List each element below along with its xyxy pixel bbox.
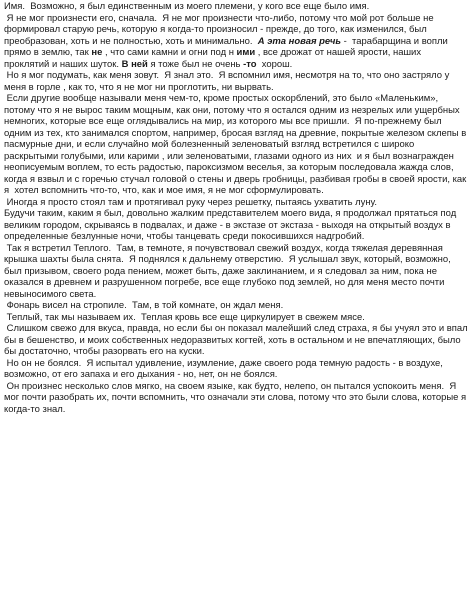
text-run-emphasis: А эта новая речь bbox=[257, 35, 342, 47]
paragraph-2 bbox=[4, 70, 468, 415]
text-run-bold: В ней bbox=[121, 58, 148, 70]
text-run: Имя. Возможно, я был единственным из моего племени, у кого все еще было имя. Я не мог произнести его, сначала. Я не мог произнести что-либо, потому что мой рот больше не формировал старую речь, которую я когда-то произносил - прежде, до того, как изменился, был преобразован, хоть и не полностью, хоть и минимально. bbox=[4, 1, 434, 47]
text-run-bold: не bbox=[91, 47, 103, 58]
text-run-bold: -то bbox=[243, 58, 257, 70]
text-run: я тоже был не очень bbox=[147, 58, 244, 70]
text-run: хорош. bbox=[256, 58, 293, 70]
text-run: Но я мог подумать, как меня зовут. Я знал это. Я вспомнил имя, несмотря на то, что оно застряло у меня в горле , как то, что я не мог ни проглотить, ни вырвать. Если другие вообще называли меня чем-то, кроме простых оскорблений, это было «Маленьким», потому что я не вырос таким мощным, как они, потому что я остался одним из незрелых или ущербных немногих, которые все еще оглядывались на мир, из которого мы все пришли. Я по-прежнему был одним из тех, кто занимался спортом, например, бросая взгляд на древние, покрытые железом склепы в пасмурные дни, и если случайно мой болезненный зеленоватый взгляд встретился с широко раскрытыми голубыми, или карими , или зеленоватыми, глазами одного из них и я был вознагражден неописуемым воплем, то есть радостью, пароксизмом веселья, за которым последовала жажда слов, когда я взвыл и с горечью стучал головой о стены и дверь гробницы, разбивая гробы в своей ярости, как я хотел вспомнить что-то, что, как и мое имя, я не мог сформулировать. Иногда я просто стоял там и протягивал руку через решетку, пытаясь ухватить луну. Будучи таким, каким я был, довольно жалким представителем моего вида, я продолжал прятаться под великим городом, скрываясь в подвалах, и даже - в экстазе от экстаза - выходя на открытый воздух в определенные безлунные ночи, чтобы танцевать среди покосившихся надгробий. Так я встретил Теплого. Там, в темноте, я почувствовал свежий воздух, когда тяжелая деревянная крышка шахты была снята. Я поднялся к дальнему отверстию. Я услышал звук, который, возможно, был призывом, своего рода пением, может быть, даже заклинанием, и я следовал за ним, пока не оказался в древнем и разрушенном погребе, все еще глубоко под землей, но для меня место почти невыносимого света. Фонарь висел на стропиле. Там, в той комнате, он ждал меня. Теплый, так мы называем их. Теплая кровь все еще циркулирует в свежем мясе. Слишком свежо для вкуса, правда, но если бы он показал малейший след страха, я бы учуял это и впал бы в бешенство, и моих собственных недоразвитых когтей, хоть в остальном и не впечатляющих, было бы достаточно, чтобы разорвать его на куски. Но он не боялся. Я испытал удивление, изумление, даже своего рода темную радость - в воздухе, возможно, от его запаха и его дыхания - но, нет, он не боялся. Он произнес несколько слов мягко, на своем языке, как будто, нелепо, он пытался успокоить меня. Я мог почти разобрать их, почти вспомнить, что означали эти слова, потому что это были слова, которые я когда-то знал. bbox=[4, 70, 468, 415]
text-run: , все дрожат от нашей ярости, наших проклятий и наших шуток. bbox=[4, 47, 424, 70]
paragraph-1 bbox=[4, 1, 468, 70]
text-run-bold: ими bbox=[236, 47, 256, 58]
document-page bbox=[4, 1, 468, 600]
text-run: , что сами камни и огни под н bbox=[102, 47, 237, 58]
text-run: - тарабарщина и вопли прямо в землю, так bbox=[4, 35, 451, 58]
